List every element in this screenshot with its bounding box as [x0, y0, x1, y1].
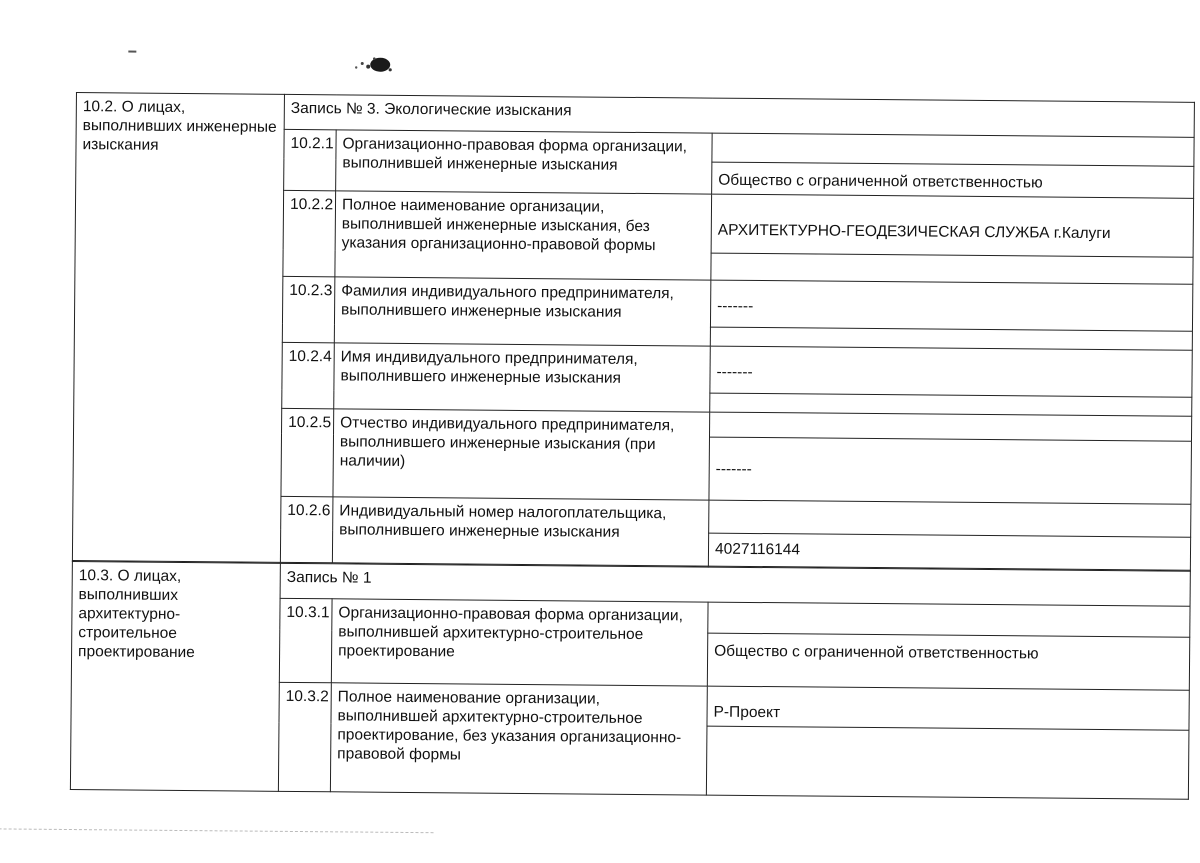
row-value: ------- — [716, 363, 753, 381]
row-value-cell — [710, 346, 1192, 397]
row-value-cell — [707, 633, 1189, 690]
row-value-bottom — [706, 726, 1189, 799]
row-value-cell — [711, 194, 1194, 257]
row-value-cell — [708, 533, 1190, 570]
row-number: 10.2.4 — [282, 342, 335, 408]
row-value: Общество с ограниченной ответственностью — [714, 642, 1039, 663]
row-value: ------- — [717, 297, 754, 315]
section-10-3-title: 10.3. О лицах, выполнивших архитектурно-строительное проектирование — [70, 562, 280, 792]
row-label: Организационно-правовая форма организации, выполнившей инженерные изыскания — [336, 130, 713, 194]
row-label: Индивидуальный номер налогоплательщика, выполнившего инженерные изыскания — [332, 497, 709, 566]
row-label: Отчество индивидуального предпринимателя, выполнившего инженерные изыскания (при наличии) — [333, 409, 710, 500]
row-number: 10.3.1 — [279, 598, 332, 682]
registry-table — [70, 92, 1195, 800]
row-value: ------- — [715, 460, 752, 478]
row-value-cell — [710, 280, 1192, 331]
record-10-3-heading: Запись № 1 — [280, 563, 1190, 606]
row-value-bottom — [711, 253, 1193, 284]
row-number: 10.2.1 — [284, 129, 337, 190]
row-value-top — [712, 133, 1194, 166]
scan-mark — [128, 51, 136, 53]
scan-edge-line — [0, 828, 434, 833]
row-label: Имя индивидуального предпринимателя, выполнившего инженерные изыскания — [334, 343, 711, 412]
row-label: Фамилия индивидуального предпринимателя, выполнившего инженерные изыскания — [334, 277, 711, 346]
row-value-cell — [707, 686, 1189, 730]
row-number: 10.3.2 — [278, 682, 331, 791]
row-value: 4027116144 — [714, 540, 801, 559]
row-number: 10.2.3 — [282, 276, 335, 342]
row-number: 10.2.6 — [280, 496, 333, 562]
row-value-cell — [709, 437, 1192, 504]
row-value: Р-Проект — [713, 703, 781, 722]
section-10-2-title: 10.2. О лицах, выполнивших инженерные изыскания — [72, 93, 284, 563]
row-label: Организационно-правовая форма организации, выполнившей архитектурно-строительное проектирование — [331, 599, 708, 686]
row-number: 10.2.5 — [281, 408, 334, 496]
row-value-top — [709, 500, 1191, 537]
record-10-2-heading: Запись № 3. Экологические изыскания — [284, 94, 1194, 137]
row-label: Полное наименование организации, выполнившей инженерные изыскания, без указания организационно-правовой формы — [335, 191, 712, 280]
row-value-cell — [712, 162, 1194, 198]
ink-smudge — [348, 52, 398, 76]
row-number: 10.2.2 — [283, 190, 336, 276]
row-label: Полное наименование организации, выполнившей архитектурно-строительное проектирование, без указания организационно-правовой формы — [330, 683, 707, 795]
row-value-top — [708, 602, 1190, 637]
row-value: АРХИТЕКТУРНО-ГЕОДЕЗИЧЕСКАЯ СЛУЖБА г.Калуги — [717, 221, 1111, 243]
row-value: Общество с ограниченной ответственностью — [718, 171, 1043, 192]
